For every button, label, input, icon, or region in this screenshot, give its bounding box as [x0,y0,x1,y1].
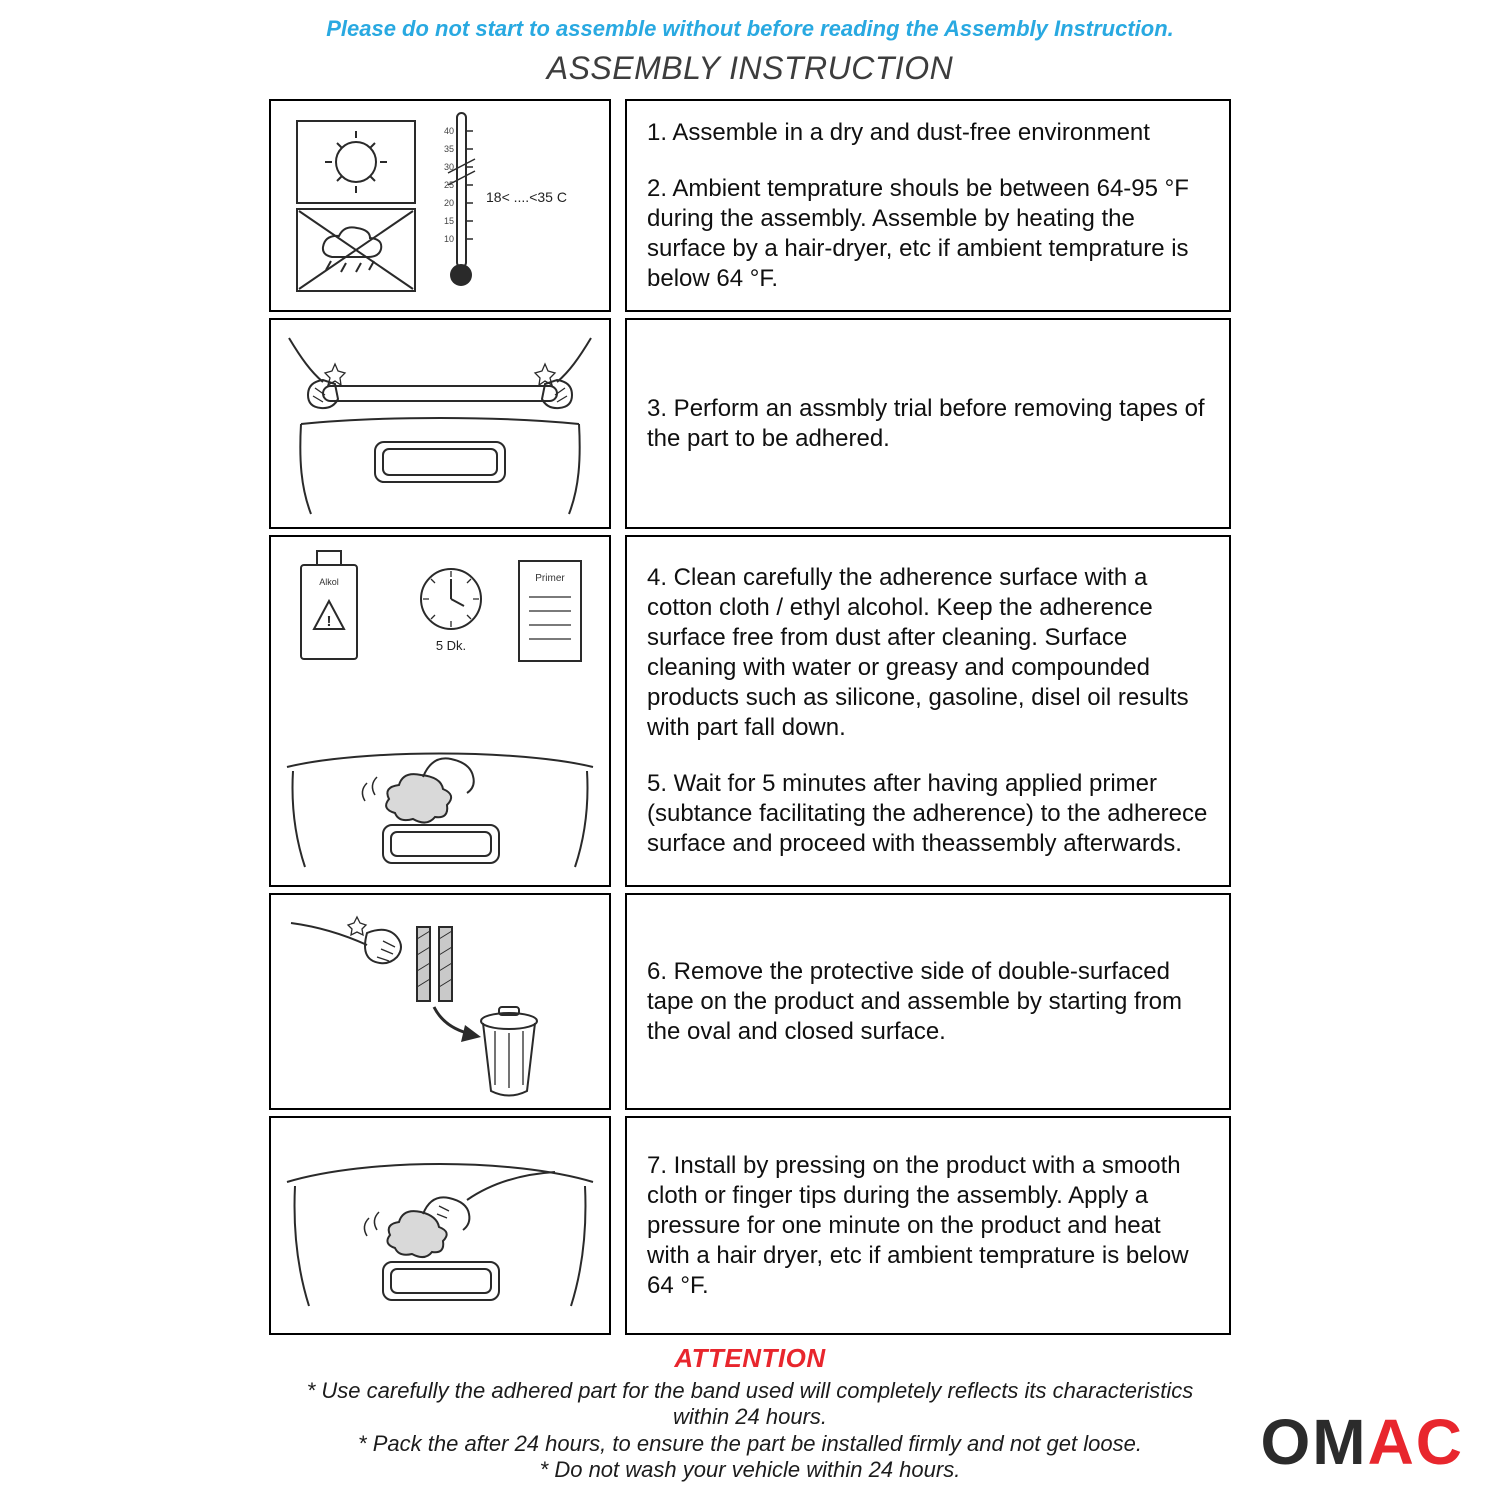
plate-recess-inner [391,1269,491,1293]
attention-note: * Pack the after 24 hours, to ensure the part be installed firmly and not get loose. [358,1430,1142,1456]
cloth-icon [387,1211,446,1257]
environment-illustration [269,99,611,312]
sparkle-icon [348,917,366,935]
instruction-step-6: 6. Remove the protective side of double-surfaced tape on the product and assemble by starting from the oval and closed surface. [647,957,1182,1045]
step-text-box-5 [625,1116,1231,1335]
omac-logo-om: OM [1260,1406,1368,1478]
step-text-box-4 [625,893,1231,1110]
primer-sheet-lines [529,597,571,639]
cleaning-illustration [269,535,611,887]
trash-can-ribs [495,1031,523,1088]
attention-title: ATTENTION [674,1343,826,1373]
primer-label: Primer [535,573,565,584]
trim-strip-icon [323,386,557,401]
plate-recess-outer [383,825,499,863]
arrow-shaft [434,1007,467,1033]
attention-note: * Do not wash your vehicle within 24 hours. [539,1457,961,1483]
thermometer-tick-label: 10 [443,234,454,244]
plate-recess-inner [383,449,497,475]
thermometer-tick-marks [466,131,473,239]
trial-fit-illustration-svg [271,320,609,527]
clock-duration-label: 5 Dk. [435,638,467,653]
step-row-remove-tape [269,893,1231,1110]
page-title: ASSEMBLY INSTRUCTION [546,50,954,86]
clock-hands [451,579,464,606]
bottle-cap [317,551,341,565]
step-row-press-install [269,1116,1231,1335]
step-text-box-1 [625,99,1231,312]
thermometer-tick-label: 40 [443,126,454,136]
bottle-label: Alkol [319,577,339,587]
step-text-box-2 [625,318,1231,529]
instruction-step-1: 1. Assemble in a dry and dust-free environment [647,118,1150,146]
instruction-rows [269,99,1231,1335]
cleaning-illustration-svg [271,537,609,885]
arrow-head-icon [461,1025,481,1042]
press-install-illustration [269,1116,611,1335]
thermometer-bulb-icon [450,264,472,286]
attention-note: * Use carefully the adhered part for the band used will completely reflects its characteristics within 24 hours. [306,1378,1194,1430]
omac-logo-ac: AC [1367,1406,1464,1478]
thermometer-tick-label: 20 [443,198,454,208]
thermometer-tick-label: 25 [443,180,454,190]
temperature-range-label: 18< ....<35 C [486,189,567,205]
instruction-step-2: 2. Ambient temprature shouls be between 64-95 °F during the assembly. Assemble by heating the surface by a hair-dryer, etc if ambient temprature is below 64 °F. [647,174,1189,292]
warning-exclamation: ! [326,613,332,630]
trial-fit-illustration [269,318,611,529]
step-text-box-3 [625,535,1231,887]
omac-logo [1260,1406,1464,1478]
sun-rays [325,131,387,193]
no-rain-cross [299,211,413,289]
finger-lines [437,1206,449,1218]
pulling-hand-icon [365,930,401,963]
plate-recess-outer [383,1262,499,1300]
thermometer-tick-label: 35 [443,144,454,154]
step-row-environment [269,99,1231,312]
instruction-step-7: 7. Install by pressing on the product with a smooth cloth or finger tips during the assembly. Apply a pressure for one minute on the product and heat with a hair dryer, etc if ambient temprature is below 64 °F. [647,1151,1189,1299]
instruction-step-4: 4. Clean carefully the adherence surface with a cotton cloth / ethyl alcohol. Keep the adherence surface free from dust after cleaning. Surface cleaning with water or greasy and compounded products such as silicone, gasoline, disel oil results with part fall down. [647,564,1189,741]
tape-removal-illustration [269,893,611,1110]
thermometer-tick-label: 30 [443,162,454,172]
environment-illustration-svg [271,101,609,310]
instruction-step-3: 3. Perform an assmbly trial before removing tapes of the part to be adhered. [647,394,1205,452]
header-warning-text: Please do not start to assemble without before reading the Assembly Instruction. [326,16,1174,41]
finger-lines [377,941,395,961]
step-row-cleaning [269,535,1231,887]
step-row-trial-fit [269,318,1231,529]
pull-strips [289,338,591,382]
wipe-motion-lines [362,777,377,801]
finger-lines [313,388,567,402]
sparkle-icons [325,364,555,385]
thermometer-tick-label: 15 [443,216,454,226]
tailgate-side-contours [300,424,579,514]
arm-line [467,1172,555,1200]
press-install-illustration-svg [271,1118,609,1333]
tape-removal-illustration-svg [271,895,609,1108]
cloth-icon [386,774,451,822]
plate-recess-inner [391,832,491,856]
surface-top-contour [287,754,593,768]
press-motion-lines [364,1212,379,1236]
thermometer-tube [457,113,466,267]
tailgate-top-contour [301,418,579,424]
arm-line [291,923,367,945]
instruction-step-5: 5. Wait for 5 minutes after having applied primer (subtance facilitating the adherence) to the adherece surface and proceed with theassembly afterwards. [647,770,1208,857]
